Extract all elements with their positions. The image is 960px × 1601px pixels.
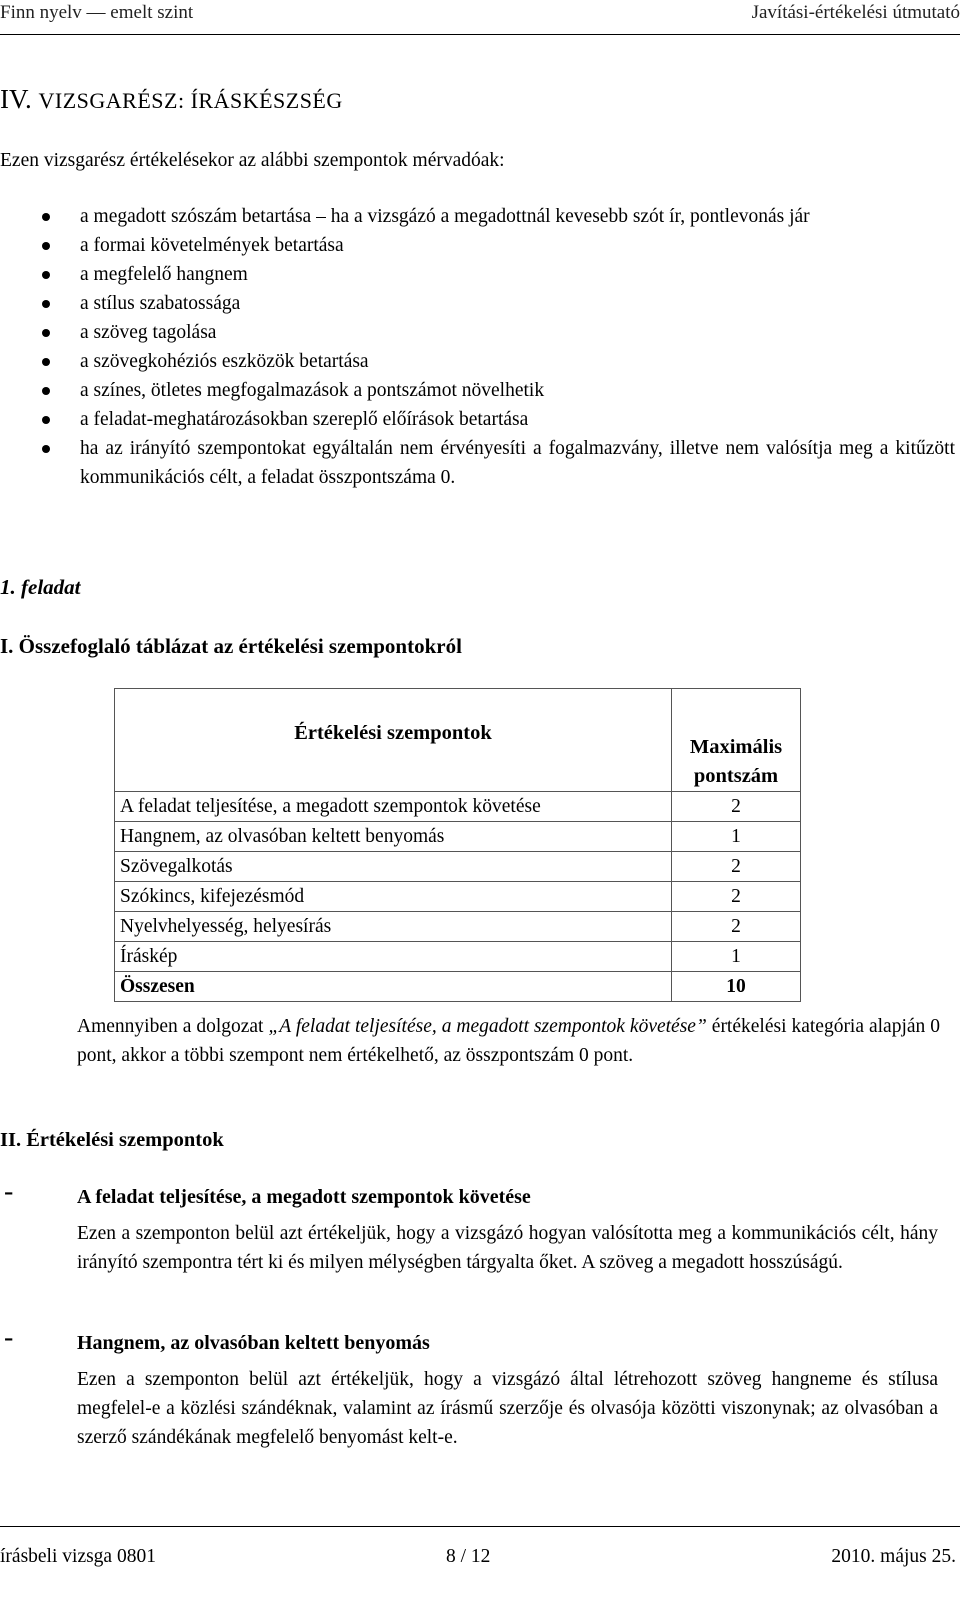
page-footer — [0, 1542, 960, 1572]
criteria-list-item — [0, 434, 955, 492]
footer-date: 2010. május 25. — [831, 1546, 956, 1567]
criterion-label: A feladat teljesítése, a megadott szempontok követése — [115, 792, 672, 822]
footer-rule — [0, 1526, 960, 1527]
criteria-text: a formai követelmények betartása — [80, 235, 344, 256]
criteria-text: a megadott szószám betartása – ha a vizsgázó a megadottnál kevesebb szót ír, pontlevonás jár — [80, 206, 810, 227]
task-heading: 1. feladat — [0, 575, 81, 599]
part2-heading: II. Értékelési szempontok — [0, 1129, 224, 1151]
dash-marker: - — [4, 1322, 14, 1353]
page-number: 8 / 12 — [446, 1546, 491, 1567]
section-title — [0, 82, 343, 118]
criteria-list-item — [0, 318, 955, 347]
bullet-dot-icon — [42, 329, 50, 337]
criteria-text: a megfelelő hangnem — [80, 264, 248, 285]
note-quoted-criterion: „A feladat teljesítése, a megadott szempontok követése” — [268, 1016, 707, 1037]
criteria-list — [0, 202, 955, 492]
criterion-label: Íráskép — [115, 942, 672, 972]
criterion-points: 1 — [672, 822, 801, 852]
criterion-description: Ezen a szemponton belül azt értékeljük, hogy a vizsgázó hogyan valósította meg a kommunikációs célt, hány irányító szempontra tért ki és milyen mélységben tárgyalta őket. A szöveg a megadott hosszúságú. — [77, 1223, 938, 1273]
criterion-points: 2 — [672, 912, 801, 942]
criteria-list-item — [0, 347, 955, 376]
table-row — [115, 852, 801, 882]
criteria-list-item — [0, 231, 955, 260]
summary-table-heading: I. Összefoglaló táblázat az értékelési szempontokról — [0, 634, 462, 658]
table-row — [115, 882, 801, 912]
zero-score-note — [0, 1012, 940, 1070]
footer-exam-code: írásbeli vizsga 0801 — [0, 1546, 156, 1567]
criteria-text: a feladat-meghatározásokban szereplő előírások betartása — [80, 409, 529, 430]
bullet-dot-icon — [42, 300, 50, 308]
criteria-list-item — [0, 260, 955, 289]
total-label: Összesen — [115, 972, 672, 1002]
table-row — [115, 792, 801, 822]
table-row — [115, 822, 801, 852]
section-title-text: VIZSGARÉSZ: ÍRÁSKÉSZSÉG — [38, 88, 343, 113]
criteria-text: a színes, ötletes megfogalmazások a pontszámot növelhetik — [80, 380, 545, 401]
criterion-label: Szókincs, kifejezésmód — [115, 882, 672, 912]
zero-score-note-text — [0, 1012, 940, 1070]
dash-marker: - — [4, 1176, 14, 1207]
criterion-points: 1 — [672, 942, 801, 972]
bullet-dot-icon — [42, 271, 50, 279]
table-row — [115, 912, 801, 942]
bullet-dot-icon — [42, 242, 50, 250]
note-before: Amennyiben a dolgozat — [77, 1016, 269, 1037]
table-row — [115, 942, 801, 972]
criterion-points: 2 — [672, 852, 801, 882]
criterion-label: Szövegalkotás — [115, 852, 672, 882]
header-subject: Finn nyelv — emelt szint — [0, 2, 194, 23]
bullet-dot-icon — [42, 445, 50, 453]
note-after: értékelési kategória alapján 0 pont, akkor a többi szempont nem értékelhető, az összpontszám 0 pont. — [77, 1016, 941, 1066]
criterion-title: A feladat teljesítése, a megadott szempontok követése — [77, 1186, 531, 1208]
criteria-list-item — [0, 202, 955, 231]
criterion-label: Nyelvhelyesség, helyesírás — [115, 912, 672, 942]
criterion-title: Hangnem, az olvasóban keltett benyomás — [77, 1332, 430, 1354]
table-total-row — [115, 972, 801, 1002]
bullet-dot-icon — [42, 358, 50, 366]
criteria-list-item — [0, 405, 955, 434]
bullet-dot-icon — [42, 387, 50, 395]
criteria-list-item — [0, 289, 955, 318]
section-intro: Ezen vizsgarész értékelésekor az alábbi szempontok mérvadóak: — [0, 150, 505, 171]
criteria-text: a stílus szabatossága — [80, 293, 241, 314]
total-points: 10 — [672, 972, 801, 1002]
section-title-number: IV. — [0, 84, 32, 114]
score-table — [114, 688, 801, 1002]
header-doc-type: Javítási-értékelési útmutató — [751, 2, 960, 23]
criteria-text: a szöveg tagolása — [80, 322, 217, 343]
criterion-points: 2 — [672, 882, 801, 912]
criteria-text: a szövegkohéziós eszközök betartása — [80, 351, 369, 372]
criteria-list-item — [0, 376, 955, 405]
criterion-label: Hangnem, az olvasóban keltett benyomás — [115, 822, 672, 852]
criterion-description: Ezen a szemponton belül azt értékeljük, hogy a vizsgázó által létrehozott szöveg hangneme és stílusa megfelel-e a közlési szándéknak, valamint az írásmű szerzője és olvasója közötti viszonynak; az olvasóban a szerző szándékának megfelelő benyomást kelt-e. — [77, 1369, 938, 1448]
bullet-dot-icon — [42, 213, 50, 221]
column-header-criteria: Értékelési szempontok — [115, 689, 672, 792]
column-header-max-points: Maximális pontszám — [672, 689, 801, 792]
score-table-header-row — [115, 689, 801, 792]
header-rule — [0, 34, 960, 35]
bullet-dot-icon — [42, 416, 50, 424]
page-header — [0, 0, 960, 29]
criterion-points: 2 — [672, 792, 801, 822]
criteria-text: ha az irányító szempontokat egyáltalán nem érvényesíti a fogalmazvány, illetve nem valósítja meg a kitűzött kommunikációs célt, a feladat összpontszáma 0. — [80, 438, 955, 488]
